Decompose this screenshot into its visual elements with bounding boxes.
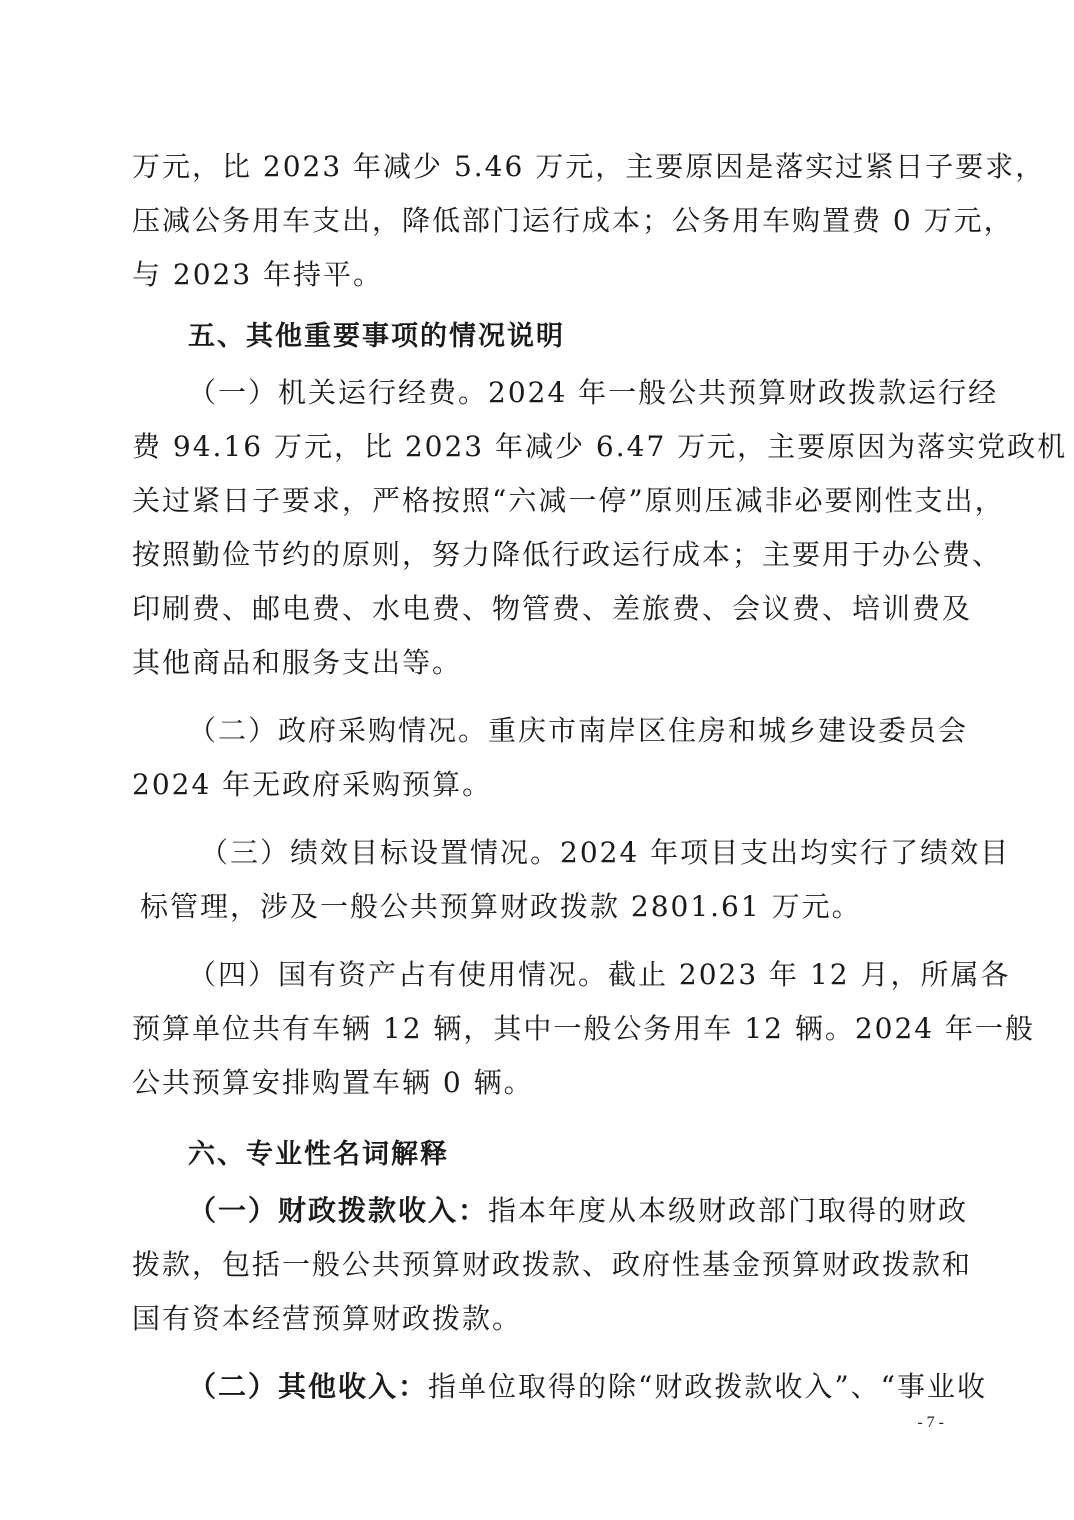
text-line bbox=[132, 1360, 987, 1414]
text-line: 与 2023 年持平。 bbox=[132, 258, 384, 291]
text-line: 2024 年无政府采购预算。 bbox=[132, 768, 493, 801]
text-line: 拨款，包括一般公共预算财政拨款、政府性基金预算财政拨款和 bbox=[132, 1248, 973, 1281]
text-line: 印刷费、邮电费、水电费、物管费、差旅费、会议费、培训费及 bbox=[132, 592, 973, 625]
section-heading-6: 六、专业性名词解释 bbox=[188, 1139, 449, 1170]
paragraph-state-assets bbox=[132, 948, 1036, 1110]
paragraph-other-income bbox=[132, 1360, 987, 1414]
section-heading-5: 五、其他重要事项的情况说明 bbox=[188, 321, 565, 352]
text-line: 费 94.16 万元，比 2023 年减少 6.47 万元，主要原因为落实党政机 bbox=[132, 430, 1068, 463]
text-line bbox=[132, 1184, 969, 1238]
term-definition: 指本年度从本级财政部门取得的财政 bbox=[488, 1194, 969, 1227]
term-label: （一）财政拨款收入： bbox=[188, 1194, 489, 1227]
text-line: （二）政府采购情况。重庆市南岸区住房和城乡建设委员会 bbox=[188, 714, 969, 747]
text-line: （三）绩效目标设置情况。2024 年项目支出均实行了绩效目 bbox=[200, 836, 1011, 869]
text-line: 其他商品和服务支出等。 bbox=[132, 646, 463, 679]
paragraph-procurement bbox=[132, 704, 969, 812]
text-line: 压减公务用车支出，降低部门运行成本；公务用车购置费 0 万元， bbox=[132, 204, 1014, 237]
paragraph-operating-expenses bbox=[132, 366, 1068, 690]
text-line: 关过紧日子要求，严格按照“六减一停”原则压减非必要刚性支出， bbox=[132, 484, 1005, 517]
text-line: 标管理，涉及一般公共预算财政拨款 2801.61 万元。 bbox=[140, 890, 862, 923]
page-number: - 7 - bbox=[917, 1414, 944, 1431]
text-line: 预算单位共有车辆 12 辆，其中一般公务用车 12 辆。2024 年一般 bbox=[132, 1012, 1036, 1045]
text-line: （四）国有资产占有使用情况。截止 2023 年 12 月，所属各 bbox=[188, 958, 1011, 991]
text-line: 国有资本经营预算财政拨款。 bbox=[132, 1302, 523, 1335]
text-line: （一）机关运行经费。2024 年一般公共预算财政拨款运行经 bbox=[188, 376, 999, 409]
document-body bbox=[132, 140, 1068, 1414]
text-line: 公共预算安排购置车辆 0 辆。 bbox=[132, 1066, 534, 1099]
paragraph-fiscal-appropriation-income bbox=[132, 1184, 973, 1346]
paragraph-performance-targets bbox=[132, 826, 1011, 934]
text-line: 按照勤俭节约的原则，努力降低行政运行成本；主要用于办公费、 bbox=[132, 538, 1003, 571]
text-line: 万元，比 2023 年减少 5.46 万元，主要原因是落实过紧日子要求， bbox=[132, 150, 1046, 183]
term-definition: 指单位取得的除“财政拨款收入”、“事业收 bbox=[428, 1370, 987, 1403]
term-label: （二）其他收入： bbox=[188, 1370, 429, 1403]
intro-paragraph bbox=[132, 140, 1046, 302]
